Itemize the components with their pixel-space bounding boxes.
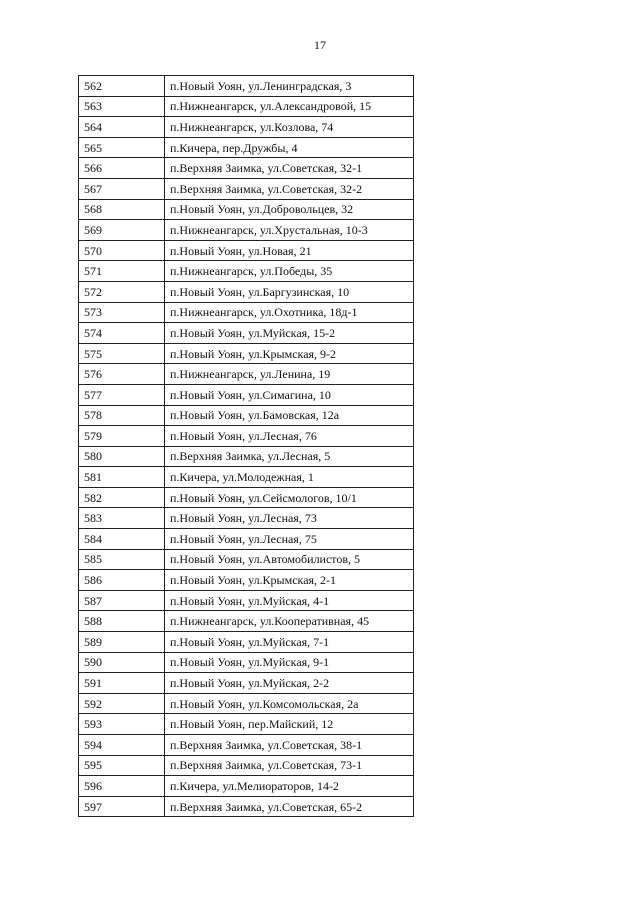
table-row <box>79 755 414 776</box>
address-cell: п.Новый Уоян, ул.Лесная, 75 <box>165 529 414 550</box>
row-number-cell: 577 <box>79 384 165 405</box>
row-number-cell: 589 <box>79 632 165 653</box>
address-cell: п.Новый Уоян, ул.Муйская, 15-2 <box>165 323 414 344</box>
row-number-cell: 586 <box>79 570 165 591</box>
address-cell: п.Новый Уоян, ул.Муйская, 7-1 <box>165 632 414 653</box>
table-row <box>79 158 414 179</box>
address-cell: п.Новый Уоян, ул.Ленинградская, 3 <box>165 76 414 97</box>
row-number-cell: 571 <box>79 261 165 282</box>
address-cell: п.Новый Уоян, ул.Бамовская, 12а <box>165 405 414 426</box>
row-number-cell: 564 <box>79 117 165 138</box>
table-row <box>79 117 414 138</box>
row-number-cell: 562 <box>79 76 165 97</box>
address-cell: п.Новый Уоян, ул.Автомобилистов, 5 <box>165 549 414 570</box>
address-cell: п.Верхняя Заимка, ул.Советская, 38-1 <box>165 735 414 756</box>
table-row <box>79 281 414 302</box>
table-row <box>79 96 414 117</box>
table-row <box>79 178 414 199</box>
address-cell: п.Нижнеангарск, ул.Кооперативная, 45 <box>165 611 414 632</box>
table-row <box>79 508 414 529</box>
row-number-cell: 570 <box>79 240 165 261</box>
row-number-cell: 596 <box>79 776 165 797</box>
address-cell: п.Новый Уоян, ул.Сейсмологов, 10/1 <box>165 487 414 508</box>
address-cell: п.Верхняя Заимка, ул.Советская, 32-1 <box>165 158 414 179</box>
address-cell: п.Новый Уоян, ул.Баргузинская, 10 <box>165 281 414 302</box>
row-number-cell: 590 <box>79 652 165 673</box>
row-number-cell: 578 <box>79 405 165 426</box>
address-cell: п.Новый Уоян, ул.Новая, 21 <box>165 240 414 261</box>
row-number-cell: 575 <box>79 343 165 364</box>
row-number-cell: 568 <box>79 199 165 220</box>
row-number-cell: 569 <box>79 220 165 241</box>
table-row <box>79 549 414 570</box>
address-table <box>78 75 414 817</box>
row-number-cell: 587 <box>79 590 165 611</box>
table-row <box>79 426 414 447</box>
table-row <box>79 673 414 694</box>
row-number-cell: 573 <box>79 302 165 323</box>
row-number-cell: 566 <box>79 158 165 179</box>
row-number-cell: 581 <box>79 467 165 488</box>
address-cell: п.Кичера, пер.Дружбы, 4 <box>165 137 414 158</box>
row-number-cell: 588 <box>79 611 165 632</box>
row-number-cell: 576 <box>79 364 165 385</box>
address-cell: п.Новый Уоян, ул.Лесная, 76 <box>165 426 414 447</box>
address-cell: п.Новый Уоян, ул.Крымская, 2-1 <box>165 570 414 591</box>
row-number-cell: 584 <box>79 529 165 550</box>
table-row <box>79 261 414 282</box>
table-row <box>79 405 414 426</box>
table-row <box>79 364 414 385</box>
table-row <box>79 240 414 261</box>
table-row <box>79 652 414 673</box>
address-cell: п.Верхняя Заимка, ул.Советская, 73-1 <box>165 755 414 776</box>
table-row <box>79 137 414 158</box>
table-row <box>79 220 414 241</box>
table-row <box>79 776 414 797</box>
table-row <box>79 384 414 405</box>
row-number-cell: 595 <box>79 755 165 776</box>
address-cell: п.Нижнеангарск, ул.Победы, 35 <box>165 261 414 282</box>
address-cell: п.Новый Уоян, ул.Крымская, 9-2 <box>165 343 414 364</box>
address-cell: п.Верхняя Заимка, ул.Советская, 32-2 <box>165 178 414 199</box>
table-row <box>79 302 414 323</box>
table-row <box>79 611 414 632</box>
address-cell: п.Новый Уоян, ул.Муйская, 9-1 <box>165 652 414 673</box>
table-row <box>79 735 414 756</box>
row-number-cell: 591 <box>79 673 165 694</box>
address-cell: п.Новый Уоян, ул.Муйская, 2-2 <box>165 673 414 694</box>
row-number-cell: 574 <box>79 323 165 344</box>
table-row <box>79 693 414 714</box>
table-row <box>79 323 414 344</box>
row-number-cell: 572 <box>79 281 165 302</box>
row-number-cell: 597 <box>79 796 165 817</box>
table-row <box>79 487 414 508</box>
row-number-cell: 567 <box>79 178 165 199</box>
table-row <box>79 796 414 817</box>
row-number-cell: 593 <box>79 714 165 735</box>
address-cell: п.Нижнеангарск, ул.Охотника, 18д-1 <box>165 302 414 323</box>
row-number-cell: 592 <box>79 693 165 714</box>
table-row <box>79 76 414 97</box>
table-row <box>79 199 414 220</box>
address-table-body <box>79 76 414 817</box>
page-number: 17 <box>314 38 326 52</box>
table-row <box>79 446 414 467</box>
address-cell: п.Кичера, ул.Мелиораторов, 14-2 <box>165 776 414 797</box>
row-number-cell: 583 <box>79 508 165 529</box>
address-cell: п.Нижнеангарск, ул.Козлова, 74 <box>165 117 414 138</box>
address-cell: п.Новый Уоян, ул.Добровольцев, 32 <box>165 199 414 220</box>
address-cell: п.Новый Уоян, ул.Лесная, 73 <box>165 508 414 529</box>
address-cell: п.Новый Уоян, ул.Муйская, 4-1 <box>165 590 414 611</box>
row-number-cell: 585 <box>79 549 165 570</box>
table-row <box>79 467 414 488</box>
table-row <box>79 343 414 364</box>
address-cell: п.Кичера, ул.Молодежная, 1 <box>165 467 414 488</box>
address-cell: п.Верхняя Заимка, ул.Советская, 65-2 <box>165 796 414 817</box>
address-cell: п.Новый Уоян, пер.Майский, 12 <box>165 714 414 735</box>
row-number-cell: 582 <box>79 487 165 508</box>
address-cell: п.Верхняя Заимка, ул.Лесная, 5 <box>165 446 414 467</box>
table-row <box>79 714 414 735</box>
table-row <box>79 632 414 653</box>
table-row <box>79 570 414 591</box>
address-cell: п.Нижнеангарск, ул.Александровой, 15 <box>165 96 414 117</box>
table-row <box>79 529 414 550</box>
row-number-cell: 579 <box>79 426 165 447</box>
row-number-cell: 565 <box>79 137 165 158</box>
address-cell: п.Нижнеангарск, ул.Ленина, 19 <box>165 364 414 385</box>
row-number-cell: 580 <box>79 446 165 467</box>
address-cell: п.Новый Уоян, ул.Комсомольская, 2а <box>165 693 414 714</box>
address-cell: п.Новый Уоян, ул.Симагина, 10 <box>165 384 414 405</box>
row-number-cell: 594 <box>79 735 165 756</box>
table-row <box>79 590 414 611</box>
row-number-cell: 563 <box>79 96 165 117</box>
address-cell: п.Нижнеангарск, ул.Хрустальная, 10-3 <box>165 220 414 241</box>
